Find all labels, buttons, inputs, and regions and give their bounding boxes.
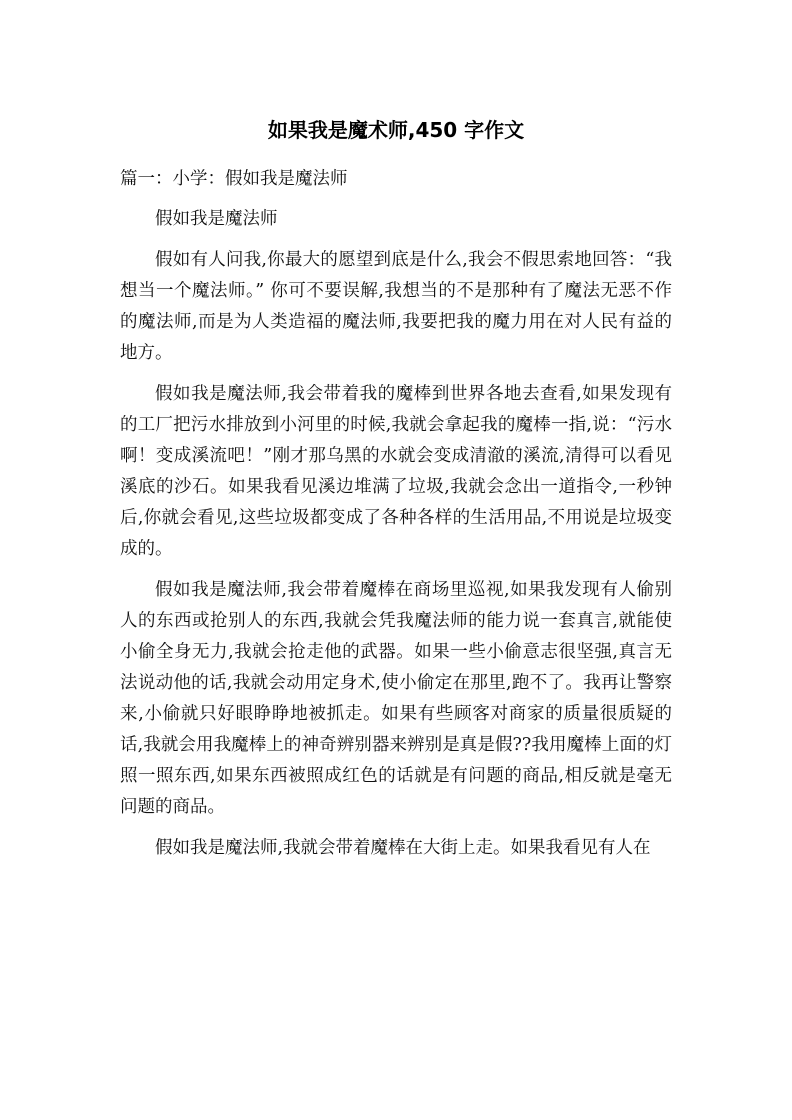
- paragraph: 假如我是魔法师,我会带着魔棒在商场里巡视,如果我发现有人偷别人的东西或抢别人的东西,我就会凭我魔法师的能力说一套真言,就能使小偷全身无力,我就会抢走他的武器。如果一些小偷意志很坚强,真言无法说动他的话,我就会动用定身术,使小偷定在那里,跑不了。我再让警察来,小偷就只好眼睁睁地被抓走。如果有些顾客对商家的质量很质疑的话,我就会用我魔棒上的神奇辨别器来辨别是真是假??我用魔棒上面的灯照一照东西,如果东西被照成红色的话就是有问题的商品,相反就是毫无问题的商品。: [120, 580, 672, 817]
- document-title: 如果我是魔术师,450 字作文: [267, 118, 525, 142]
- paragraph: 假如有人问我,你最大的愿望到底是什么,我会不假思索地回答：“我想当一个魔法师。” 你可不要误解,我想当的不是那种有了魔法无恶不作的魔法师,而是为人类造福的魔法师,我要把我的魔力用在对人民有益的地方。: [120, 250, 672, 363]
- essay-subtitle: 假如我是魔法师: [155, 209, 278, 229]
- section-heading: 篇一：小学：假如我是魔法师: [120, 169, 348, 189]
- paragraph: 假如我是魔法师,我会带着我的魔棒到世界各地去查看,如果发现有的工厂把污水排放到小河里的时候,我就会拿起我的魔棒一指,说：“污水啊！变成溪流吧！”刚才那乌黑的水就会变成清澈的溪流,清得可以看见溪底的沙石。如果我看见溪边堆满了垃圾,我就会念出一道指令,一秒钟后,你就会看见,这些垃圾都变成了各种各样的生活用品,不用说是垃圾变成的。: [120, 384, 672, 559]
- document-body: [120, 164, 672, 874]
- paragraph: 假如我是魔法师,我就会带着魔棒在大街上走。如果我看见有人在: [155, 838, 651, 858]
